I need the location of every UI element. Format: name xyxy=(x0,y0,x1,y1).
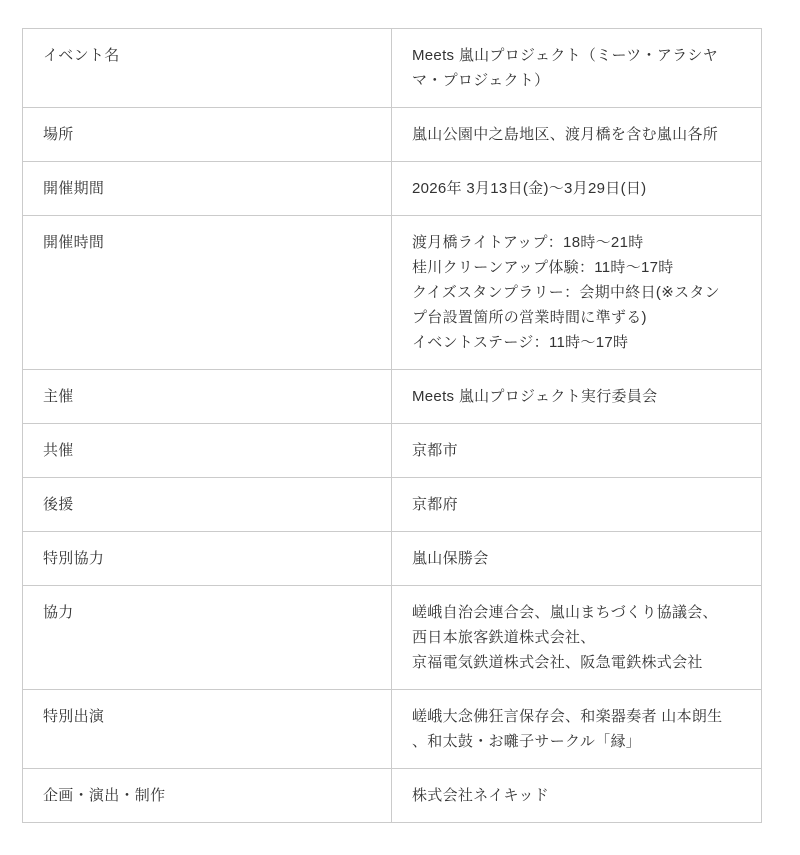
value-line: 嵐山保勝会 xyxy=(412,550,489,567)
value-line: 西日本旅客鉄道株式会社、 xyxy=(412,629,596,646)
row-value xyxy=(392,162,762,216)
row-value xyxy=(392,586,762,690)
row-label: 企画・演出・制作 xyxy=(23,769,392,823)
row-value xyxy=(392,370,762,424)
value-line: Meets 嵐山プロジェクト実行委員会 xyxy=(412,388,658,405)
row-value xyxy=(392,108,762,162)
value-line: 嵯峨自治会連合会、嵐山まちづくり協議会、 xyxy=(412,604,718,621)
value-line: 渡月橋ライトアップ：18時〜21時 xyxy=(412,234,644,251)
row-value xyxy=(392,478,762,532)
row-label: 共催 xyxy=(23,424,392,478)
table-row xyxy=(23,690,762,769)
value-line: 嵯峨大念佛狂言保存会、和楽器奏者 山本朗生 xyxy=(412,708,723,725)
value-line: マ・プロジェクト） xyxy=(412,72,550,89)
table-row xyxy=(23,108,762,162)
row-value xyxy=(392,424,762,478)
row-value xyxy=(392,690,762,769)
row-label: 協力 xyxy=(23,586,392,690)
row-value xyxy=(392,29,762,108)
value-line: 嵐山公園中之島地区、渡月橋を含む嵐山各所 xyxy=(412,126,719,143)
value-line: 2026年 3月13日(金)〜3月29日(日) xyxy=(412,180,647,197)
table-row xyxy=(23,478,762,532)
value-line: 京福電気鉄道株式会社、阪急電鉄株式会社 xyxy=(412,654,703,671)
row-label: 特別協力 xyxy=(23,532,392,586)
row-value xyxy=(392,216,762,370)
table-row xyxy=(23,586,762,690)
row-value xyxy=(392,532,762,586)
value-line: イベントステージ：11時〜17時 xyxy=(412,334,629,351)
event-info-table-body xyxy=(23,29,762,823)
row-label: 場所 xyxy=(23,108,392,162)
table-row xyxy=(23,216,762,370)
value-line: 京都市 xyxy=(412,442,458,459)
event-info-table xyxy=(22,28,762,823)
value-line: 、和太鼓・お囃子サークル「縁」 xyxy=(412,733,642,750)
row-label: 主催 xyxy=(23,370,392,424)
value-line: クイズスタンプラリー：会期中終日(※スタン xyxy=(412,284,720,301)
row-label: 特別出演 xyxy=(23,690,392,769)
row-label: 後援 xyxy=(23,478,392,532)
table-row xyxy=(23,162,762,216)
row-label: イベント名 xyxy=(23,29,392,108)
row-label: 開催期間 xyxy=(23,162,392,216)
table-row xyxy=(23,29,762,108)
table-row xyxy=(23,769,762,823)
row-value xyxy=(392,769,762,823)
value-line: 京都府 xyxy=(412,496,458,513)
table-row xyxy=(23,370,762,424)
value-line: 桂川クリーンアップ体験：11時〜17時 xyxy=(412,259,674,276)
table-row xyxy=(23,532,762,586)
row-label: 開催時間 xyxy=(23,216,392,370)
value-line: プ台設置箇所の営業時間に準ずる) xyxy=(412,309,647,326)
value-line: Meets 嵐山プロジェクト（ミーツ・アラシヤ xyxy=(412,47,719,64)
value-line: 株式会社ネイキッド xyxy=(412,787,550,804)
table-row xyxy=(23,424,762,478)
